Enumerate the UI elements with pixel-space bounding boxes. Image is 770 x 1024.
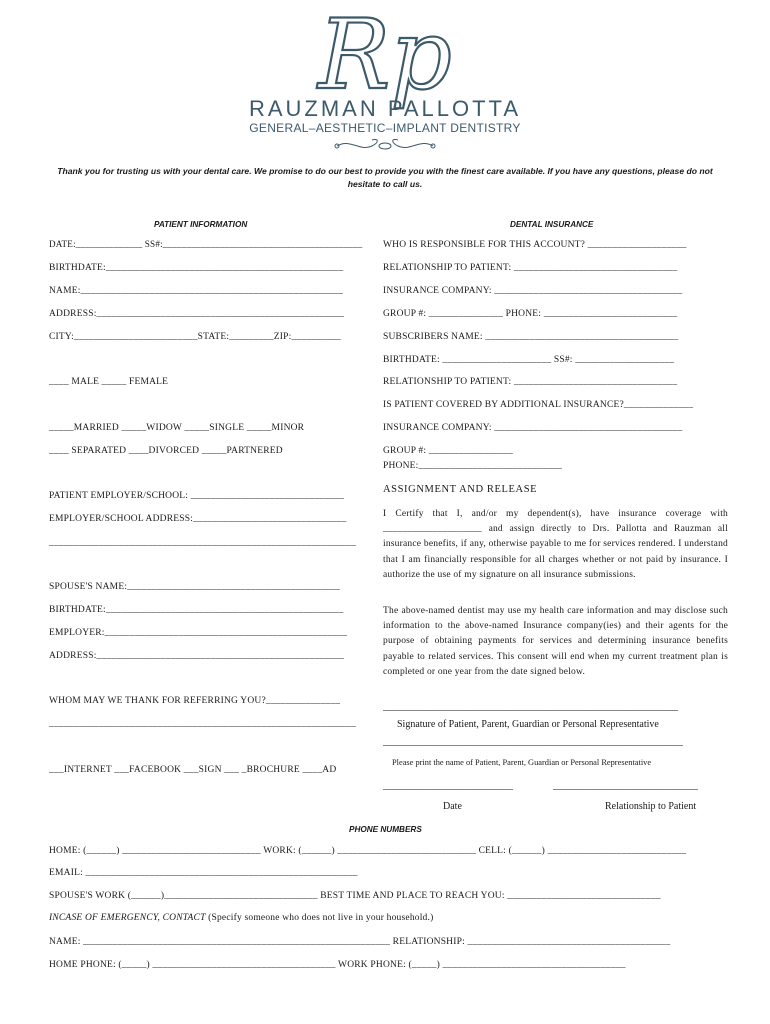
referral-source-options[interactable]: ___INTERNET ___FACEBOOK ___SIGN ___ _BROCHURE ____AD [49,765,337,775]
name-field[interactable]: NAME:_____________________________________________________ [49,286,343,296]
spouse-name-field[interactable]: SPOUSE'S NAME:___________________________________________ [49,582,341,592]
date-line[interactable]: __________________________ [383,780,513,791]
sex-options[interactable]: ____ MALE _____ FEMALE [49,377,169,387]
logo-monogram: Rp [318,0,452,111]
intro-text: Thank you for trusting us with your dental care. We promise to do our best to provide you with the finest care available. If you have any questions, please do not hesitate to call us. [57,166,713,189]
assignment-heading: ASSIGNMENT AND RELEASE [383,484,538,495]
subscriber-relationship-field[interactable]: RELATIONSHIP TO PATIENT: _________________________________ [383,377,678,387]
birthdate-field[interactable]: BIRTHDATE:________________________________________________ [49,263,344,273]
subscriber-name-field[interactable]: SUBSCRIBERS NAME: _______________________________________ [383,332,679,342]
employer-address-field[interactable]: EMPLOYER/SCHOOL ADDRESS:_______________________________ [49,514,347,524]
referral-field[interactable]: WHOM MAY WE THANK FOR REFERRING YOU?_______________ [49,696,341,706]
marital-status-options[interactable]: _____MARRIED _____WIDOW _____SINGLE _____MINOR [49,423,305,433]
group-2-field[interactable]: GROUP #: _________________ [383,446,513,456]
home-work-cell-fields[interactable]: HOME: (______) ____________________________ WORK: (______) ____________________________ CELL: (______) ____________________________ [49,846,687,856]
phone-2-field[interactable]: PHONE:_____________________________ [383,461,563,471]
emergency-name-relationship-fields[interactable]: NAME: ______________________________________________________________ RELATIONSHIP: _________________________________________ [49,937,671,947]
printed-name-label: Please print the name of Patient, Parent, Guardian or Personal Representative [392,758,652,767]
spouse-birthdate-field[interactable]: BIRTHDATE:________________________________________________ [49,605,344,615]
signature-label: Signature of Patient, Parent, Guardian or Personal Representative [397,719,659,730]
date-label: Date [443,801,462,812]
group-phone-field[interactable]: GROUP #: _______________ PHONE: ___________________________ [383,309,678,319]
relationship-field[interactable]: RELATIONSHIP TO PATIENT: _________________________________ [383,263,678,273]
employer-address-line-2[interactable]: ______________________________________________________________ [49,538,356,548]
date-ss-field[interactable]: DATE:______________ SS#:__________________________________________ [49,240,363,250]
release-paragraph: The above-named dentist may use my health care information and may disclose such information to the above-named Insurance company(ies) and their agents for the purpose of obtaining payments for services and determining insurance benefits payable to related services. This consent will end when my current treatment plan is completed or one year from the date signed below. [383,606,728,677]
phone-numbers-heading: PHONE NUMBERS [349,825,422,834]
responsible-party-field[interactable]: WHO IS RESPONSIBLE FOR THIS ACCOUNT? ____________________ [383,240,687,250]
dental-insurance-heading: DENTAL INSURANCE [510,220,594,229]
insurance-company-2-field[interactable]: INSURANCE COMPANY: ______________________________________ [383,423,683,433]
email-field[interactable]: EMAIL: _______________________________________________________ [49,868,358,878]
address-field[interactable]: ADDRESS:__________________________________________________ [49,309,345,319]
employer-field[interactable]: PATIENT EMPLOYER/SCHOOL: _______________________________ [49,491,345,501]
additional-insurance-field[interactable]: IS PATIENT COVERED BY ADDITIONAL INSURANCE?______________ [383,400,694,410]
spouse-address-field[interactable]: ADDRESS:__________________________________________________ [49,651,345,661]
signature-line[interactable]: ___________________________________________________________ [383,701,678,712]
brand-name: RAUZMAN PALLOTTA [248,96,522,121]
relationship-label: Relationship to Patient [605,801,697,812]
emergency-label: INCASE OF EMERGENCY, CONTACT [49,913,206,923]
assignment-paragraph: I Certify that I, and/or my dependent(s), have insurance coverage with ____________________ and assign directly to Drs. Pallotta and Rauzman all insurance benefits, if any, otherwise payable to me for services rendered. I understand that I am financially responsible for all charges whether or not paid by insurance. I authorize the use of my signature on all insurance submissions. [383,509,728,580]
practice-logo [0,0,770,160]
spouse-work-best-time-fields[interactable]: SPOUSE'S WORK (______)_______________________________ BEST TIME AND PLACE TO REACH YOU: _______________________________ [49,891,661,901]
printed-name-line[interactable]: ____________________________________________________________ [383,736,683,747]
insurance-company-field[interactable]: INSURANCE COMPANY: ______________________________________ [383,286,683,296]
ornament-icon [335,139,435,149]
emergency-note: (Specify someone who does not live in your household.) [205,913,434,923]
subscriber-birthdate-ss-field[interactable]: BIRTHDATE: ______________________ SS#: ____________________ [383,355,675,365]
referral-line-2[interactable]: ______________________________________________________________ [49,719,356,729]
relationship-line[interactable]: _____________________________ [553,780,698,791]
patient-info-heading: PATIENT INFORMATION [154,220,248,229]
marital-status-options-2[interactable]: ____ SEPARATED ____DIVORCED _____PARTNERED [49,446,283,456]
emergency-contact-heading [49,913,433,923]
spouse-employer-field[interactable]: EMPLOYER:_________________________________________________ [49,628,348,638]
city-state-zip-field[interactable]: CITY:_________________________STATE:_________ZIP:__________ [49,332,341,342]
emergency-phone-fields[interactable]: HOME PHONE: (_____) _____________________________________ WORK PHONE: (_____) _____________________________________ [49,960,626,970]
brand-tagline: GENERAL–AESTHETIC–IMPLANT DENTISTRY [249,121,521,135]
